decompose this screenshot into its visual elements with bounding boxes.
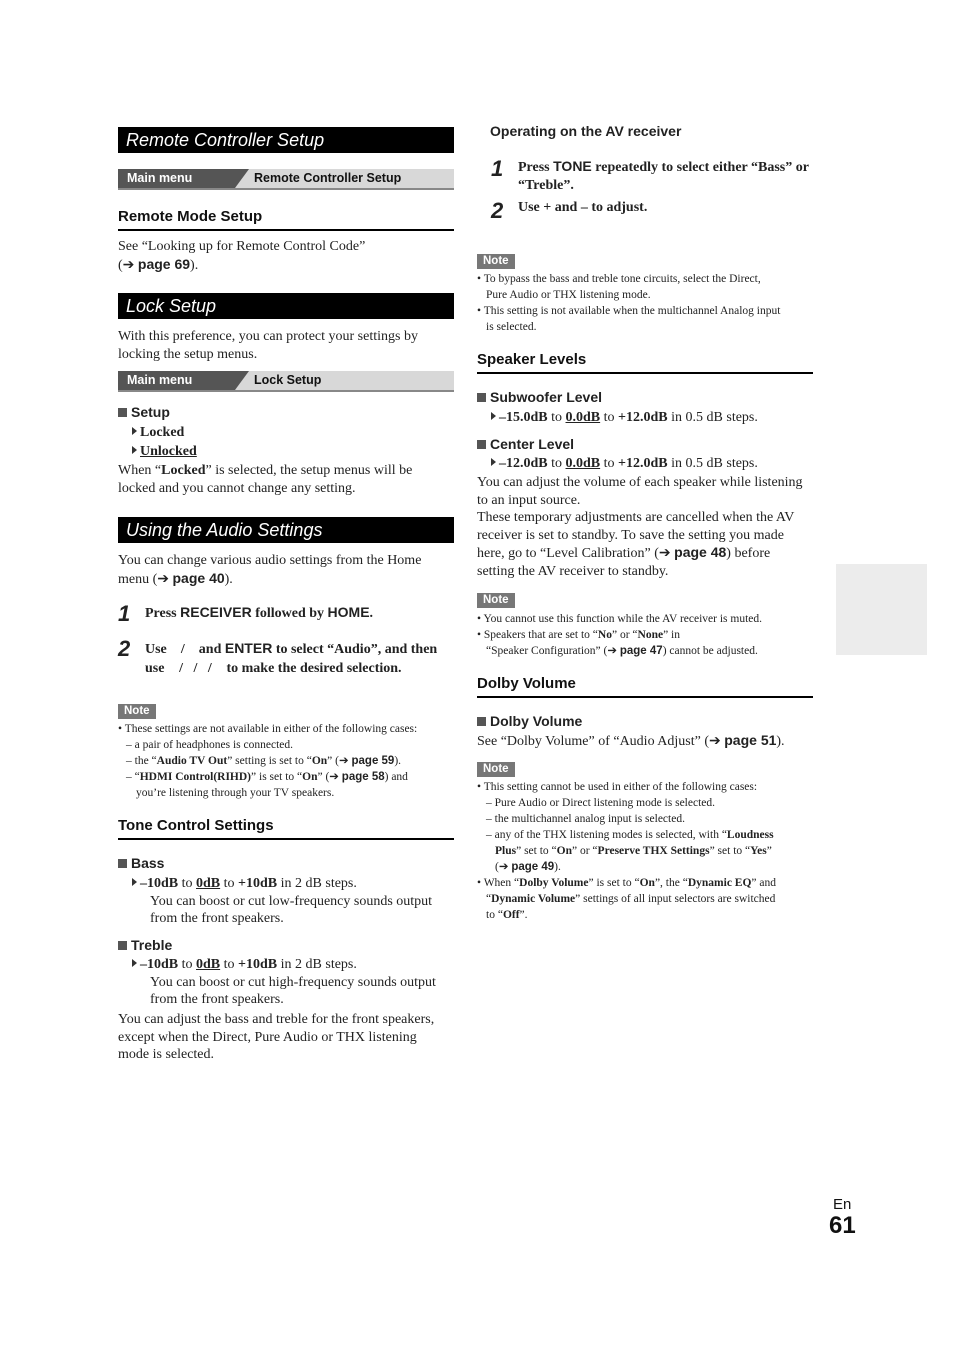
square-bullet-icon: [118, 859, 127, 868]
triangle-bullet-icon: [132, 878, 137, 886]
triangle-bullet-icon: [132, 959, 137, 967]
audio-intro: [118, 552, 458, 588]
text-part: to: [178, 957, 197, 972]
breadcrumb-sub: Remote Controller Setup: [235, 169, 454, 188]
speaker-p1-line2: to an input source.: [477, 492, 581, 508]
square-bullet-icon: [477, 393, 486, 402]
note-label: Note: [477, 254, 515, 269]
text-part: ” setting is set to “: [227, 755, 312, 767]
text-part: to: [600, 456, 619, 471]
note-badge: [118, 701, 156, 719]
heading-operating: Operating on the AV receiver: [490, 123, 682, 139]
option-unlocked: [132, 443, 197, 461]
text-part: “: [486, 893, 492, 905]
text-part: ) cannot be adjusted.: [662, 645, 758, 657]
note-label: Note: [477, 762, 515, 777]
text-part: ) and: [384, 771, 408, 783]
text-part: in 2 dB steps.: [277, 876, 357, 891]
text-part: here, go to “Level Calibration” (➔: [477, 546, 675, 561]
remote-mode-line1: See “Looking up for Remote Control Code”: [118, 239, 366, 254]
bass-range: [132, 875, 452, 928]
triangle-bullet-icon: [491, 458, 496, 466]
text-bold: No: [597, 629, 612, 641]
note-text: These settings are not available in either of the following cases:: [124, 723, 418, 735]
square-bullet-icon: [477, 440, 486, 449]
text-bold: On: [639, 877, 655, 889]
heading-rule: [477, 696, 813, 698]
range-min: –10dB: [140, 876, 179, 891]
range-line: [132, 875, 452, 893]
key-receiver: RECEIVER: [180, 604, 252, 620]
text-part: ” or “: [611, 629, 638, 641]
text-part: to: [220, 876, 239, 891]
step-number: 2: [118, 636, 131, 661]
note-badge: [477, 590, 515, 608]
setup-label: Setup: [131, 404, 170, 420]
text-bold: Off: [502, 909, 520, 921]
range-max: +12.0dB: [618, 456, 668, 471]
note-text: This setting cannot be used in either of the following cases:: [483, 781, 758, 793]
text-part: ” is set to “: [251, 771, 303, 783]
text-part: to make the desired selection.: [226, 661, 402, 676]
note-badge: [477, 251, 515, 269]
text-part: See “Dolby Volume” of “Audio Adjust” (➔: [477, 734, 725, 749]
text-part: ” or “: [572, 845, 598, 857]
text-part: to: [600, 410, 619, 425]
note-badge: [477, 759, 515, 777]
range-min: –10dB: [140, 957, 179, 972]
breadcrumb-separator: [235, 371, 249, 390]
heading-rule: [118, 838, 454, 840]
text-bold: On: [311, 755, 328, 767]
text-part: Use: [145, 642, 167, 657]
step-1-text: [145, 603, 373, 623]
page-ref-link[interactable]: page 48: [674, 544, 727, 560]
option-locked: [132, 424, 184, 442]
note-bullet: • Speakers that are set to “No” or “None” in: [477, 629, 681, 641]
triangle-bullet-icon: [491, 412, 496, 420]
note-label: Note: [477, 593, 515, 608]
speaker-p2-line4: setting the AV receiver to standby.: [477, 563, 669, 579]
text-part: ” settings of all input selectors are switched: [575, 893, 776, 905]
note-text-cont: [477, 891, 822, 907]
heading-remote-mode-setup: Remote Mode Setup: [118, 208, 263, 225]
text-part: ” (➔: [317, 771, 342, 783]
text-part: ).: [224, 571, 233, 587]
key-tone: TONE: [553, 158, 592, 174]
key-home: HOME: [327, 604, 370, 620]
note-sub-item-cont: [477, 843, 822, 859]
text-bold: HDMI Control: [139, 771, 214, 783]
note-text: This setting is not available when the multichannel Analog input: [483, 305, 781, 317]
text-part: (➔: [495, 861, 512, 873]
text-part: to: [547, 410, 566, 425]
range-default: 0.0dB: [565, 456, 601, 471]
text-part: to: [547, 456, 566, 471]
text-bold: Yes: [750, 845, 767, 857]
key-enter: ENTER: [224, 640, 273, 656]
text-part: and: [198, 642, 225, 657]
range-min: –12.0dB: [499, 456, 548, 471]
text-part: menu (➔: [118, 571, 173, 587]
triangle-bullet-icon: [132, 427, 137, 435]
breadcrumb-main: Main menu: [118, 371, 235, 390]
page-ref-link[interactable]: page 59: [351, 755, 395, 767]
note-bullet: • To bypass the bass and treble tone circuits, select the Direct,: [477, 273, 761, 285]
note-sub-item: [118, 753, 458, 769]
text-part: ” (➔: [327, 755, 352, 767]
speaker-p1-line1: You can adjust the volume of each speaker while listening: [477, 475, 803, 490]
audio-note: [118, 721, 458, 801]
note-sub-item-cont: you’re listening through your TV speakers.: [136, 787, 335, 799]
page-ref-link[interactable]: page 40: [172, 569, 225, 586]
page-ref-link[interactable]: page 49: [511, 861, 555, 873]
text-bold: Dynamic EQ: [687, 877, 752, 889]
treble-subheading: [118, 937, 172, 953]
tone-footer-line3: mode is selected.: [118, 1047, 215, 1062]
dolby-label: Dolby Volume: [490, 713, 583, 729]
heading-tone-control: Tone Control Settings: [118, 817, 274, 834]
text-part: to “: [486, 909, 503, 921]
note-sub-item: [118, 769, 458, 785]
text-part: to: [178, 876, 197, 891]
subwoofer-subheading: [477, 389, 602, 405]
range-default: 0.0dB: [565, 410, 601, 425]
bass-label: Bass: [131, 855, 165, 871]
heading-speaker-levels: Speaker Levels: [477, 351, 587, 368]
text-part: (➔: [118, 257, 138, 273]
heading-rule: [118, 229, 454, 231]
breadcrumb-underline: [118, 188, 454, 190]
note-text-cont: [477, 643, 822, 659]
speaker-p2-line2: receiver is set to standby. To save the setting you made: [477, 527, 784, 543]
text-part: followed by: [251, 606, 328, 621]
range-line: [132, 956, 452, 974]
page-ref-link[interactable]: page 51: [724, 732, 777, 748]
page-number: 61: [829, 1212, 856, 1239]
page-ref-link[interactable]: page 47: [619, 645, 663, 657]
text-bold: Loudness: [726, 829, 774, 841]
breadcrumb-main: Main menu: [118, 169, 235, 188]
text-part: ).: [776, 734, 785, 749]
arrow-keys-up-down: /: [180, 642, 185, 657]
tone-footer-line2: except when the Direct, Pure Audio or THX listening: [118, 1029, 417, 1045]
text-bold: Dynamic Volume: [491, 893, 576, 905]
heading-rule: [477, 372, 813, 374]
triangle-bullet-icon: [132, 446, 137, 454]
text-part: Press: [145, 606, 181, 621]
speaker-p2-line1: These temporary adjustments are cancelled when the AV: [477, 510, 795, 525]
text-part: Press: [518, 160, 554, 175]
text-part: in 2 dB steps.: [277, 957, 357, 972]
text-part: When “: [118, 463, 162, 478]
op-step-1-line2: “Treble”.: [518, 178, 574, 193]
note-bullet: • This setting cannot be used in either of the following cases:: [477, 781, 758, 793]
note-text: To bypass the bass and treble tone circuits, select the Direct,: [483, 273, 761, 285]
op-step-1-line1: [518, 157, 818, 177]
range-max: +12.0dB: [618, 410, 668, 425]
center-range: [491, 455, 758, 473]
range-min: –15.0dB: [499, 410, 548, 425]
text-bold: Preserve THX Settings: [597, 845, 710, 857]
speaker-paragraphs: [477, 474, 822, 580]
subwoofer-label: Subwoofer Level: [490, 389, 603, 405]
text-part: ).: [190, 257, 199, 273]
text-part: Speakers that are set to “: [483, 629, 598, 641]
tone-footer-line1: You can adjust the bass and treble for the front speakers,: [118, 1012, 435, 1027]
breadcrumb-remote: [118, 169, 454, 188]
text-bold: On: [302, 771, 318, 783]
text-bold: Audio TV Out: [156, 755, 228, 767]
treble-label: Treble: [131, 937, 173, 953]
range-default: 0dB: [196, 957, 221, 972]
text-bold: Plus: [495, 845, 517, 857]
note-bullet: • This setting is not available when the multichannel Analog input: [477, 305, 781, 317]
remote-mode-line2: [118, 256, 458, 275]
range-max: +10dB: [238, 876, 278, 891]
center-label: Center Level: [490, 436, 575, 452]
subwoofer-range: [491, 409, 758, 427]
text-part: – any of the THX listening modes is selected, with “: [486, 829, 727, 841]
remote-mode-text: [118, 238, 458, 274]
note-sub-item: [477, 827, 822, 843]
text-part: ”, the “: [654, 877, 688, 889]
text-part: – the “: [126, 755, 157, 767]
text-part: ” is selected, the setup menus will be: [205, 463, 413, 478]
text-part: to: [220, 957, 239, 972]
lock-intro-line2: locking the setup menus.: [118, 346, 258, 362]
text-part: ” in: [663, 629, 681, 641]
square-bullet-icon: [477, 717, 486, 726]
text-bold: (RIHD): [213, 771, 252, 783]
range-max: +10dB: [238, 957, 278, 972]
text-part: – “: [126, 771, 140, 783]
note-text-cont: is selected.: [486, 321, 537, 333]
lock-intro-line1: With this preference, you can protect your settings by: [118, 329, 418, 344]
bass-desc-line2: from the front speakers.: [150, 911, 284, 926]
note-text: You cannot use this function while the AV receiver is muted.: [483, 613, 763, 625]
speaker-p2-line3: [477, 544, 822, 563]
page-ref-link[interactable]: page 58: [341, 771, 385, 783]
note-text-cont: Pure Audio or THX listening mode.: [486, 289, 651, 301]
text-part: ” set to “: [516, 845, 557, 857]
bass-desc-line1: You can boost or cut low-frequency sounds output: [150, 893, 433, 909]
text-bold: None: [637, 629, 664, 641]
note-bullet: • These settings are not available in either of the following cases:: [118, 723, 418, 735]
operating-note: [477, 271, 822, 335]
text-part: use: [145, 661, 165, 676]
bass-subheading: [118, 855, 164, 871]
note-sub-item-cont: [477, 859, 822, 875]
note-bullet: • When “Dolby Volume” is set to “On”, the “Dynamic EQ” and: [477, 877, 777, 889]
note-sub-item: – a pair of headphones is connected.: [126, 739, 294, 751]
breadcrumb-sub: Lock Setup: [235, 371, 454, 390]
text-part: “Speaker Configuration” (➔: [486, 645, 620, 657]
setup-subheading: [118, 404, 170, 420]
step-2-line1: [145, 639, 455, 659]
lock-description: [118, 462, 458, 497]
op-step-1: [518, 157, 818, 195]
text-bold: Dolby Volume: [519, 877, 589, 889]
op-step-2: Use + and – to adjust.: [518, 200, 648, 215]
breadcrumb-lock: [118, 371, 454, 390]
step-number: 2: [491, 198, 504, 223]
note-sub-item: – Pure Audio or Direct listening mode is selected.: [486, 797, 715, 809]
tone-footer-text: [118, 1011, 458, 1064]
dolby-text: [477, 732, 785, 751]
arrow-keys-all: / / /: [179, 661, 212, 676]
heading-dolby-volume: Dolby Volume: [477, 675, 576, 692]
text-bold: On: [556, 845, 572, 857]
text-part: ”: [766, 845, 772, 857]
language-label: En: [833, 1196, 852, 1213]
note-label: Note: [118, 704, 156, 719]
center-subheading: [477, 436, 574, 452]
text-part: ” is set to “: [588, 877, 640, 889]
text-part: ).: [394, 755, 402, 767]
lock-desc-line1: [118, 462, 458, 480]
breadcrumb-separator: [235, 169, 249, 188]
range-default: 0dB: [196, 876, 221, 891]
note-sub-item: – the multichannel analog input is selected.: [486, 813, 685, 825]
section-title-lock-setup: Lock Setup: [118, 293, 454, 319]
speaker-note: [477, 611, 822, 659]
breadcrumb-underline: [118, 390, 454, 392]
option-label: Locked: [140, 425, 185, 440]
note-bullet: • You cannot use this function while the AV receiver is muted.: [477, 613, 763, 625]
text-part: When “: [483, 877, 520, 889]
note-text-cont: [477, 907, 822, 923]
text-part: ”.: [519, 909, 528, 921]
step-2-text: [145, 639, 455, 678]
treble-range: [132, 956, 452, 1009]
square-bullet-icon: [118, 941, 127, 950]
text-part: ” set to “: [709, 845, 751, 857]
dolby-subheading: [477, 713, 582, 729]
text-part: ” and: [751, 877, 777, 889]
text-part: repeatedly to select either “Bass” or: [591, 160, 809, 175]
step-2-line2: [145, 660, 455, 678]
lock-intro: [118, 328, 458, 363]
dolby-note: [477, 779, 822, 923]
text-part: to select “Audio”, and then: [272, 642, 438, 657]
square-bullet-icon: [118, 408, 127, 417]
text-part: ) before: [726, 546, 771, 561]
section-title-remote-controller-setup: Remote Controller Setup: [118, 127, 454, 153]
text-part: ).: [554, 861, 561, 873]
text-part: .: [369, 606, 374, 621]
step-number: 1: [118, 601, 131, 626]
section-title-audio-settings: Using the Audio Settings: [118, 517, 454, 543]
step-number: 1: [491, 156, 504, 181]
text-part: in 0.5 dB steps.: [667, 410, 758, 425]
text-part: in 0.5 dB steps.: [667, 456, 758, 471]
lock-desc-line2: locked and you cannot change any setting.: [118, 480, 356, 496]
option-label-default: Unlocked: [140, 444, 197, 459]
audio-intro-line2: [118, 570, 458, 589]
text-bold: Locked: [161, 463, 206, 478]
chapter-side-tab: [836, 564, 927, 655]
treble-desc-line2: from the front speakers.: [150, 992, 284, 1007]
treble-desc-line1: You can boost or cut high-frequency sounds output: [150, 974, 436, 990]
page-ref-link[interactable]: page 69: [137, 255, 191, 272]
audio-intro-line1: You can change various audio settings from the Home: [118, 553, 422, 568]
